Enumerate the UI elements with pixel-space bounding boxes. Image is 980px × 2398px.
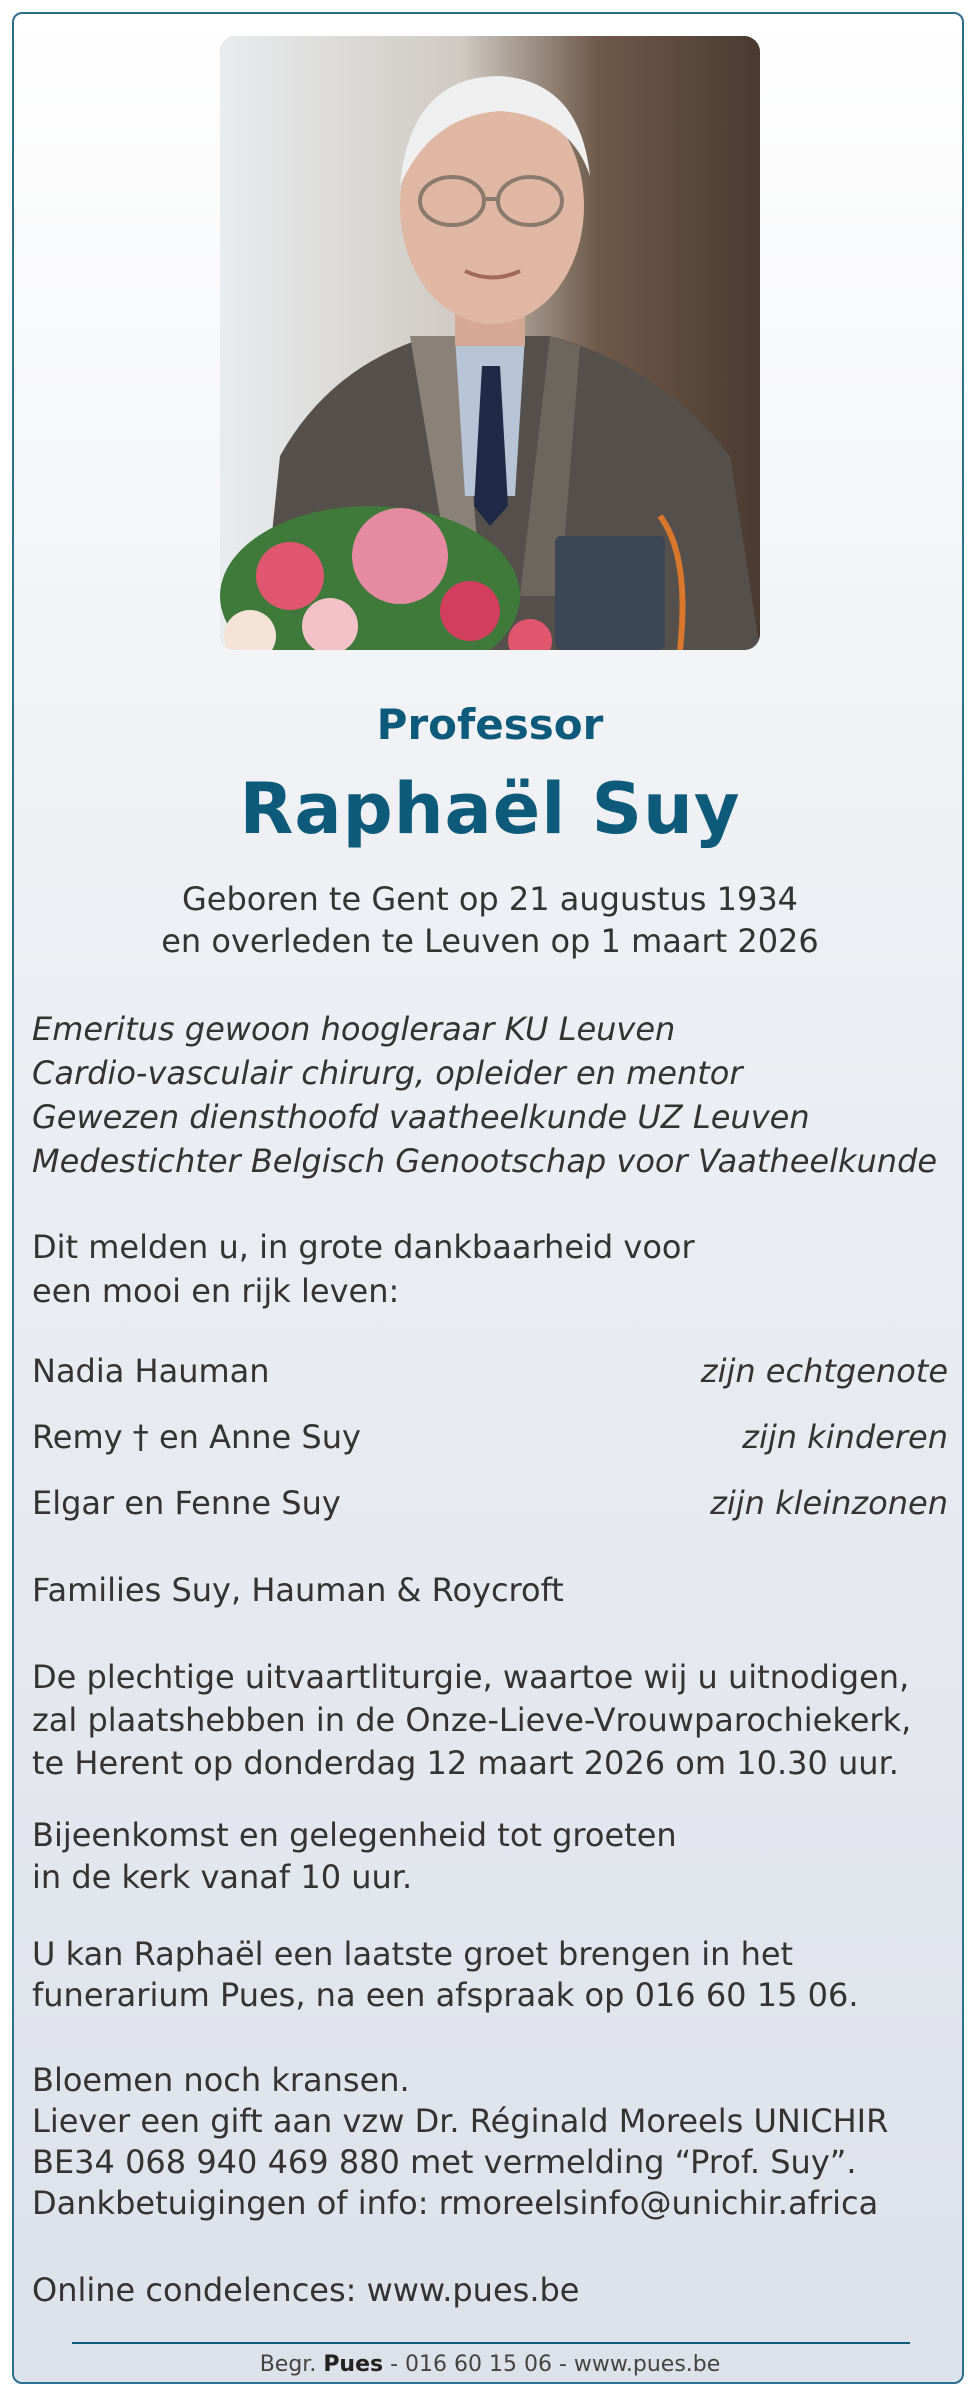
relative-role: zijn echtgenote <box>700 1352 948 1390</box>
families-line: Families Suy, Hauman & Roycroft <box>32 1571 564 1609</box>
title-line: Gewezen diensthoofd vaatheelkunde UZ Leuven <box>32 1098 810 1136</box>
birth-line: Geboren te Gent op 21 augustus 1934 <box>181 880 799 918</box>
funeral-line: De plechtige uitvaartliturgie, waartoe wij u uitnodigen, <box>32 1658 910 1696</box>
relative-name: Elgar en Fenne Suy <box>32 1484 341 1522</box>
relative-row <box>32 1484 948 1522</box>
footer-prefix: Begr. <box>259 2352 324 2377</box>
flowers-line: BE34 068 940 469 880 met vermelding “Prof. Suy”. <box>32 2143 857 2181</box>
flowers-line: Liever een gift aan vzw Dr. Réginald Moreels UNICHIR <box>32 2102 889 2140</box>
relative-name: Remy † en Anne Suy <box>32 1418 361 1456</box>
announcement-line: een mooi en rijk leven: <box>32 1272 400 1310</box>
announcement-line: Dit melden u, in grote dankbaarheid voor <box>32 1228 695 1266</box>
relative-row <box>32 1418 948 1456</box>
footer-contact: - 016 60 15 06 - www.pues.be <box>383 2352 721 2377</box>
title-line: Cardio-vasculair chirurg, opleider en mentor <box>32 1054 743 1092</box>
honorific-title: Professor <box>376 700 604 749</box>
flowers-line: Bloemen noch kransen. <box>32 2061 410 2099</box>
gathering-line: in de kerk vanaf 10 uur. <box>32 1858 413 1896</box>
footer-divider <box>72 2342 910 2344</box>
relative-role: zijn kleinzonen <box>710 1484 948 1522</box>
funeral-line: te Herent op donderdag 12 maart 2026 om 10.30 uur. <box>32 1744 899 1782</box>
relative-row <box>32 1352 948 1390</box>
portrait-illustration <box>220 36 760 650</box>
footer <box>0 2352 980 2377</box>
relative-role: zijn kinderen <box>742 1418 948 1456</box>
online-condolences: Online condelences: www.pues.be <box>32 2271 580 2309</box>
visit-line: funerarium Pues, na een afspraak op 016 60 15 06. <box>32 1976 859 2014</box>
relative-name: Nadia Hauman <box>32 1352 270 1390</box>
flowers-line: Dankbetuigingen of info: rmoreelsinfo@unichir.africa <box>32 2184 879 2222</box>
title-line: Emeritus gewoon hoogleraar KU Leuven <box>32 1010 676 1048</box>
title-line: Medestichter Belgisch Genootschap voor Vaatheelkunde <box>32 1142 938 1180</box>
portrait-photo <box>220 36 760 650</box>
gathering-line: Bijeenkomst en gelegenheid tot groeten <box>32 1816 677 1854</box>
death-line: en overleden te Leuven op 1 maart 2026 <box>161 922 819 960</box>
footer-company: Pues <box>323 2352 384 2377</box>
visit-line: U kan Raphaël een laatste groet brengen in het <box>32 1935 794 1973</box>
deceased-name: Raphaël Suy <box>239 768 741 850</box>
funeral-line: zal plaatshebben in de Onze-Lieve-Vrouwparochiekerk, <box>32 1701 912 1739</box>
